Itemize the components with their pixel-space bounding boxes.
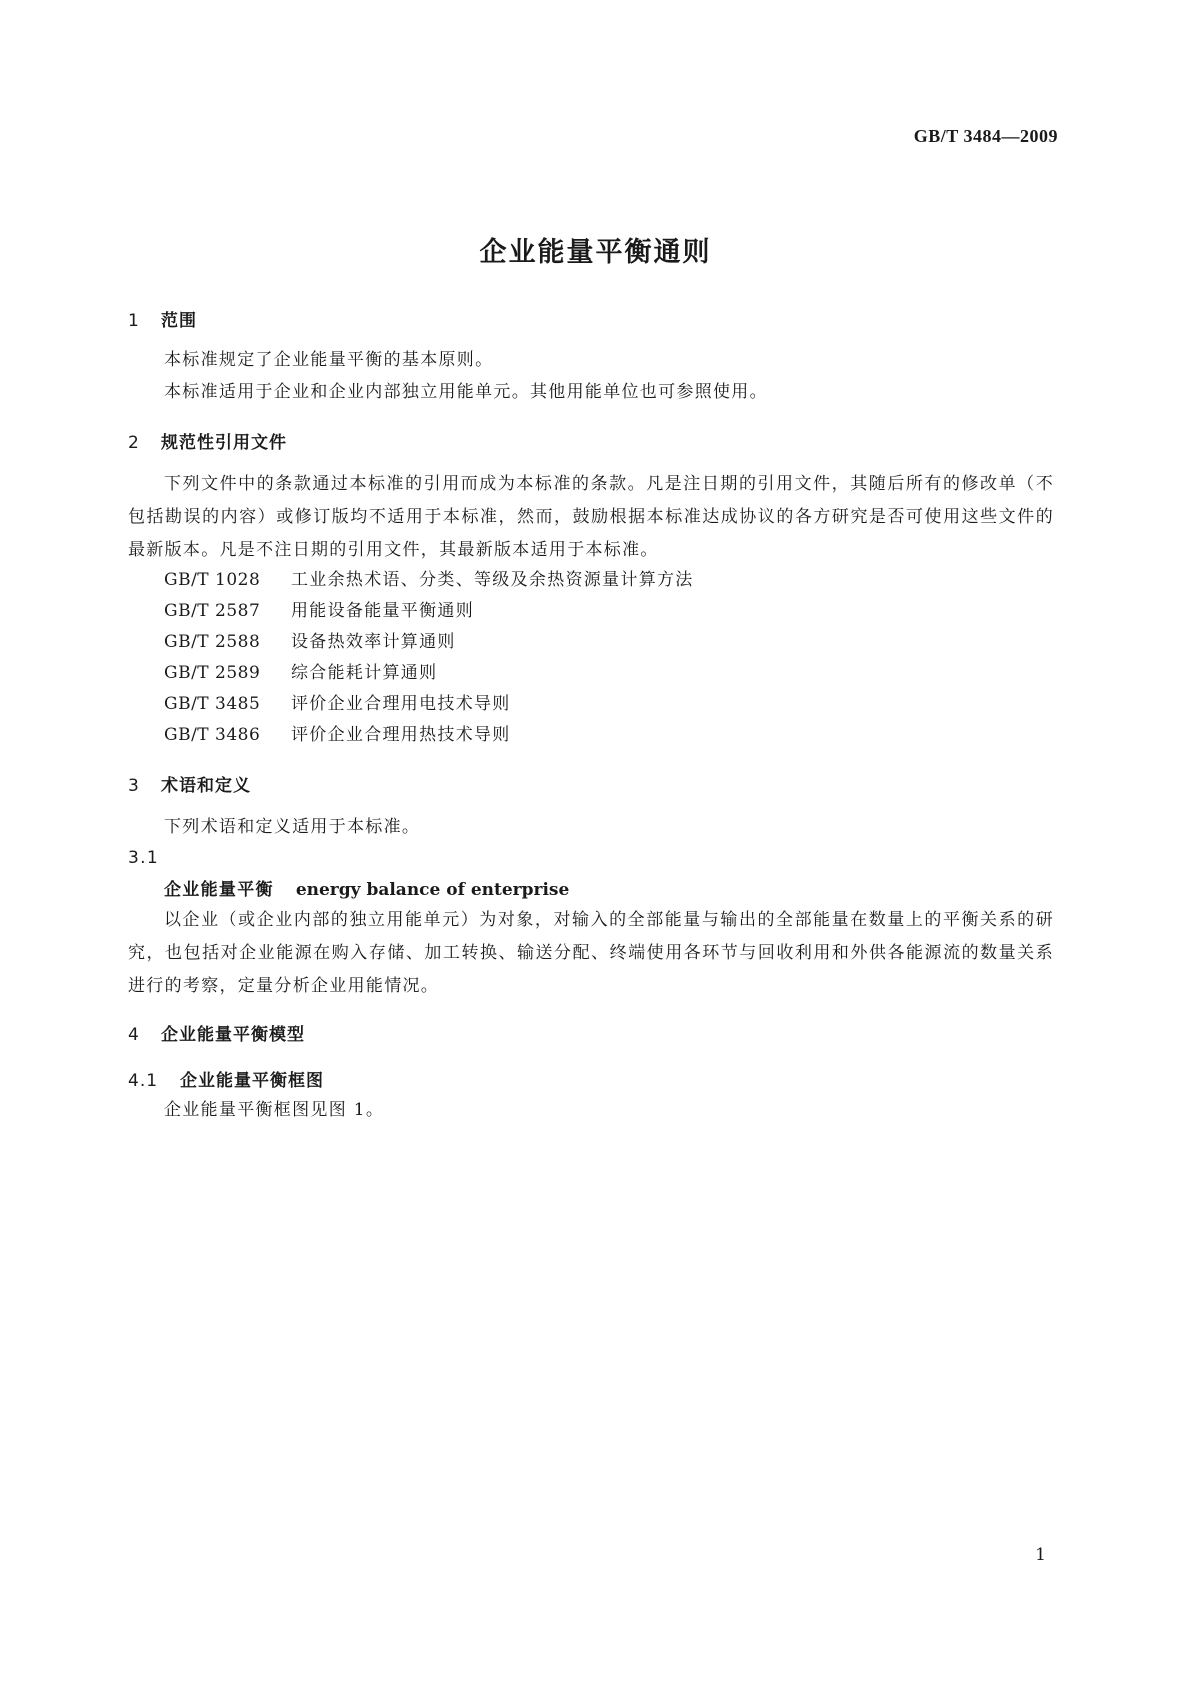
reference-title: 评价企业合理用热技术导则 <box>291 725 511 745</box>
section-4-number: 4 <box>128 1025 140 1045</box>
subsection-4-1-heading <box>128 1066 324 1091</box>
section-1-paragraph-2: 本标准适用于企业和企业内部独立用能单元。其他用能单位也可参照使用。 <box>164 382 768 402</box>
reference-title: 设备热效率计算通则 <box>291 632 456 652</box>
reference-code: GB/T 2588 <box>164 632 261 652</box>
subsection-4-1-title: 企业能量平衡框图 <box>180 1071 324 1091</box>
section-3-heading <box>128 771 251 796</box>
section-3-title: 术语和定义 <box>161 776 251 796</box>
section-2-intro: 下列文件中的条款通过本标准的引用而成为本标准的条款。凡是注日期的引用文件，其随后所有的修改单（不包括勘误的内容）或修订版均不适用于本标准，然而，鼓励根据本标准达成协议的各方研究是否可使用这些文件的最新版本。凡是不注日期的引用文件，其最新版本适用于本标准。 <box>128 474 1054 560</box>
term-entry <box>164 874 569 907</box>
standard-number: GB/T 3484—2009 <box>913 126 1058 146</box>
reference-code: GB/T 2587 <box>164 601 261 621</box>
section-1-heading <box>128 306 197 331</box>
reference-item <box>164 657 437 690</box>
section-2-heading <box>128 428 287 453</box>
document-title: 企业能量平衡通则 <box>479 237 712 268</box>
reference-title: 综合能耗计算通则 <box>291 663 438 683</box>
subsection-4-1-number: 4.1 <box>128 1071 159 1091</box>
section-2-title: 规范性引用文件 <box>161 433 287 453</box>
subsection-4-1-text: 企业能量平衡框图见图 1。 <box>164 1100 385 1120</box>
term-chinese: 企业能量平衡 <box>164 880 274 900</box>
section-4-heading <box>128 1020 305 1045</box>
reference-title: 用能设备能量平衡通则 <box>291 601 474 621</box>
term-english: energy balance of enterprise <box>295 880 570 900</box>
reference-item <box>164 719 511 752</box>
reference-item <box>164 626 456 659</box>
section-3-number: 3 <box>128 776 140 796</box>
page-number: 1 <box>1035 1545 1046 1565</box>
reference-title: 评价企业合理用电技术导则 <box>291 694 511 714</box>
subsection-3-1-number: 3.1 <box>128 848 159 868</box>
reference-item <box>164 564 694 597</box>
reference-code: GB/T 2589 <box>164 663 261 683</box>
section-1-title: 范围 <box>161 311 197 331</box>
reference-item <box>164 688 511 721</box>
reference-item <box>164 595 474 628</box>
section-3-intro: 下列术语和定义适用于本标准。 <box>164 817 421 837</box>
section-4-title: 企业能量平衡模型 <box>161 1025 305 1045</box>
term-definition: 以企业（或企业内部的独立用能单元）为对象，对输入的全部能量与输出的全部能量在数量上的平衡关系的研究，也包括对企业能源在购入存储、加工转换、输送分配、终端使用各环节与回收利用和外供各能源流的数量关系进行的考察，定量分析企业用能情况。 <box>128 910 1054 996</box>
section-1-number: 1 <box>128 311 140 331</box>
reference-code: GB/T 3485 <box>164 694 261 714</box>
section-1-paragraph-1: 本标准规定了企业能量平衡的基本原则。 <box>164 350 494 370</box>
reference-code: GB/T 3486 <box>164 725 261 745</box>
reference-code: GB/T 1028 <box>164 570 261 590</box>
reference-title: 工业余热术语、分类、等级及余热资源量计算方法 <box>291 570 694 590</box>
section-2-number: 2 <box>128 433 140 453</box>
